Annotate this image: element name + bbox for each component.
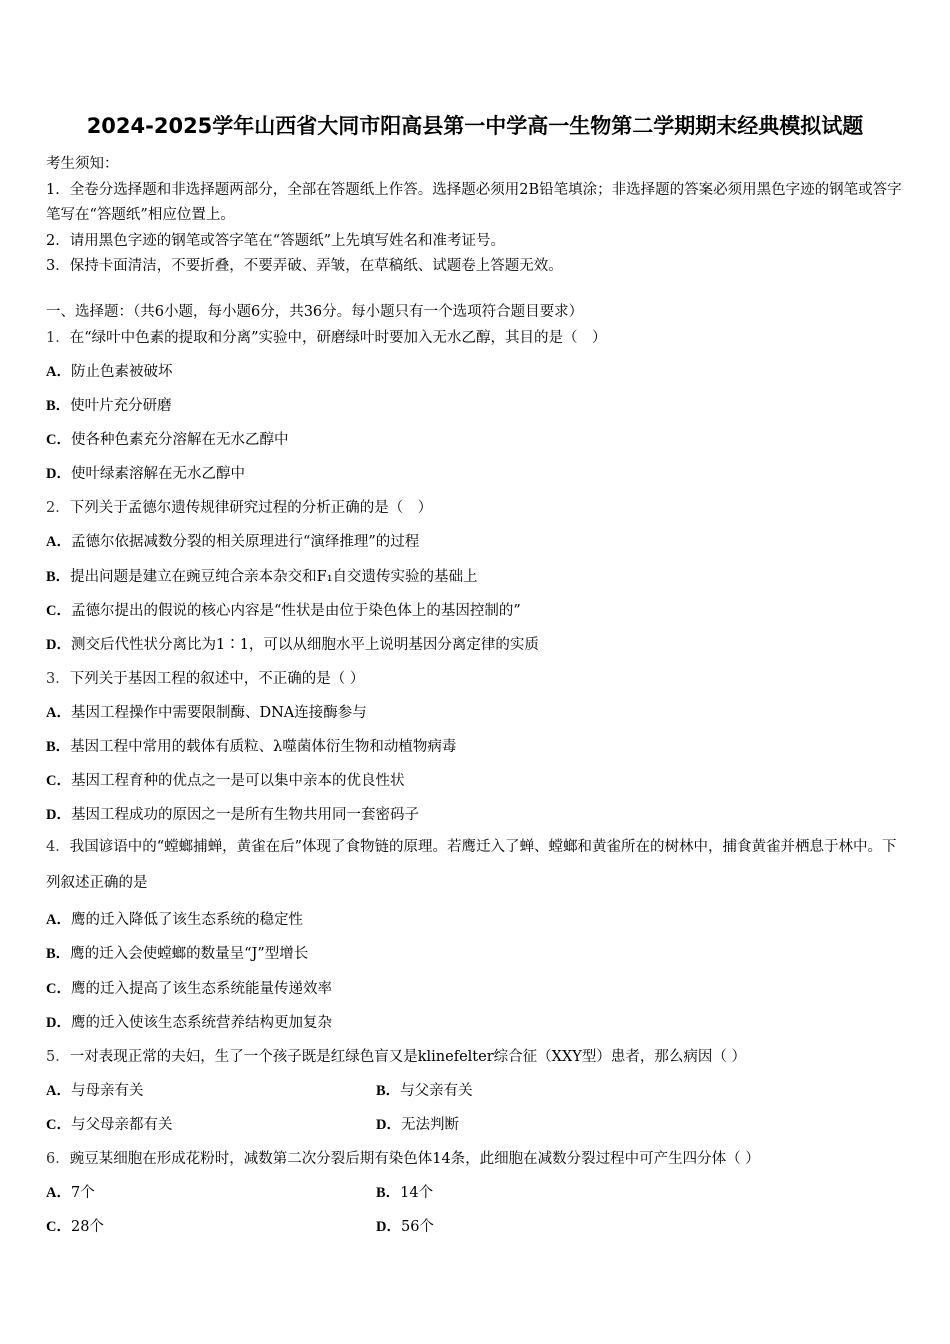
option-c[interactable]: C．基因工程育种的优点之一是可以集中亲本的优良性状 <box>46 773 405 789</box>
question-number: 1． <box>46 330 70 346</box>
question-text: 一对表现正常的夫妇，生了一个孩子既是红绿色盲又是klinefelter综合征（XXY型）患者，那么病因（ ） <box>69 1049 746 1065</box>
question-text: 下列关于孟德尔遗传规律研究过程的分析正确的是（ ） <box>69 500 433 516</box>
option-d[interactable]: D．鹰的迁入使该生态系统营养结构更加复杂 <box>46 1015 332 1031</box>
question-text: 在“绿叶中色素的提取和分离”实验中，研磨绿叶时要加入无水乙醇，其目的是（ ） <box>69 330 607 346</box>
option-a[interactable]: A．防止色素被破坏 <box>46 364 173 380</box>
question-number: 5． <box>46 1049 70 1065</box>
question-stem <box>46 496 432 517</box>
option-b[interactable]: B．14个 <box>376 1185 434 1201</box>
page-title: 2024-2025学年山西省大同市阳高县第一中学高一生物第二学期期末经典模拟试题 <box>86 114 864 138</box>
question-stem <box>46 1147 760 1168</box>
option-c[interactable]: C．孟德尔提出的假说的核心内容是“性状是由位于染色体上的基因控制的” <box>46 603 521 619</box>
notes-item: 1．全卷分选择题和非选择题两部分，全部在答题纸上作答。选择题必须用2B铅笔填涂；非选择题的答案必须用黑色字迹的钢笔或答字笔写在“答题纸”相应位置上。 <box>46 181 902 223</box>
question-stem <box>46 1045 746 1066</box>
option-a[interactable]: A．孟德尔依据减数分裂的相关原理进行“演绎推理”的过程 <box>46 534 420 550</box>
question-text: 豌豆某细胞在形成花粉时，减数第二次分裂后期有染色体14条，此细胞在减数分裂过程中可产生四分体（ ） <box>69 1151 760 1167</box>
question-stem <box>46 326 607 347</box>
option-d[interactable]: D．基因工程成功的原因之一是所有生物共用同一套密码子 <box>46 807 419 823</box>
option-d[interactable]: D．使叶绿素溶解在无水乙醇中 <box>46 466 245 482</box>
option-a[interactable]: A．基因工程操作中需要限制酶、DNA连接酶参与 <box>46 705 367 721</box>
option-b[interactable]: B．提出问题是建立在豌豆纯合亲本杂交和F₁自交遗传实验的基础上 <box>46 569 478 585</box>
question-number: 2． <box>46 500 70 516</box>
question-number: 3． <box>46 671 70 687</box>
notes-item: 2．请用黑色字迹的钢笔或答字笔在“答题纸”上先填写姓名和准考证号。 <box>46 232 506 249</box>
option-c[interactable]: C．28个 <box>46 1219 104 1235</box>
option-d[interactable]: D．测交后代性状分离比为1∶1，可以从细胞水平上说明基因分离定律的实质 <box>46 637 539 653</box>
option-d[interactable]: D．56个 <box>376 1219 434 1235</box>
option-b[interactable]: B．使叶片充分研磨 <box>46 398 172 414</box>
option-a[interactable]: A．与母亲有关 <box>46 1083 144 1099</box>
question-stem <box>46 829 908 901</box>
question-number: 4． <box>46 839 70 855</box>
option-a[interactable]: A．鹰的迁入降低了该生态系统的稳定性 <box>46 912 303 928</box>
option-a[interactable]: A．7个 <box>46 1185 95 1201</box>
notes-item: 3．保持卡面清洁，不要折叠，不要弄破、弄皱，在草稿纸、试题卷上答题无效。 <box>46 258 563 274</box>
question-text: 我国谚语中的“螳螂捕蝉，黄雀在后”体现了食物链的原理。若鹰迁入了蝉、螳螂和黄雀所在的树林中，捕食黄雀并栖息于林中。下列叙述正确的是 <box>46 839 897 891</box>
question-stem <box>46 667 364 688</box>
option-c[interactable]: C．与父母亲都有关 <box>46 1117 173 1133</box>
exam-notes <box>46 152 908 280</box>
section-heading: 一、选择题：（共6小题，每小题6分，共36分。每小题只有一个选项符合题目要求） <box>46 304 584 320</box>
question-text: 下列关于基因工程的叙述中，不正确的是（ ） <box>69 671 365 687</box>
question-number: 6． <box>46 1151 70 1167</box>
option-c[interactable]: C．鹰的迁入提高了该生态系统能量传递效率 <box>46 981 332 997</box>
option-b[interactable]: B．鹰的迁入会使螳螂的数量呈“J”型增长 <box>46 946 309 962</box>
option-c[interactable]: C．使各种色素充分溶解在无水乙醇中 <box>46 432 289 448</box>
notes-heading: 考生须知： <box>46 156 119 172</box>
option-b[interactable]: B．基因工程中常用的载体有质粒、λ噬菌体衍生物和动植物病毒 <box>46 739 457 755</box>
option-d[interactable]: D．无法判断 <box>376 1117 459 1133</box>
option-b[interactable]: B．与父亲有关 <box>376 1083 473 1099</box>
